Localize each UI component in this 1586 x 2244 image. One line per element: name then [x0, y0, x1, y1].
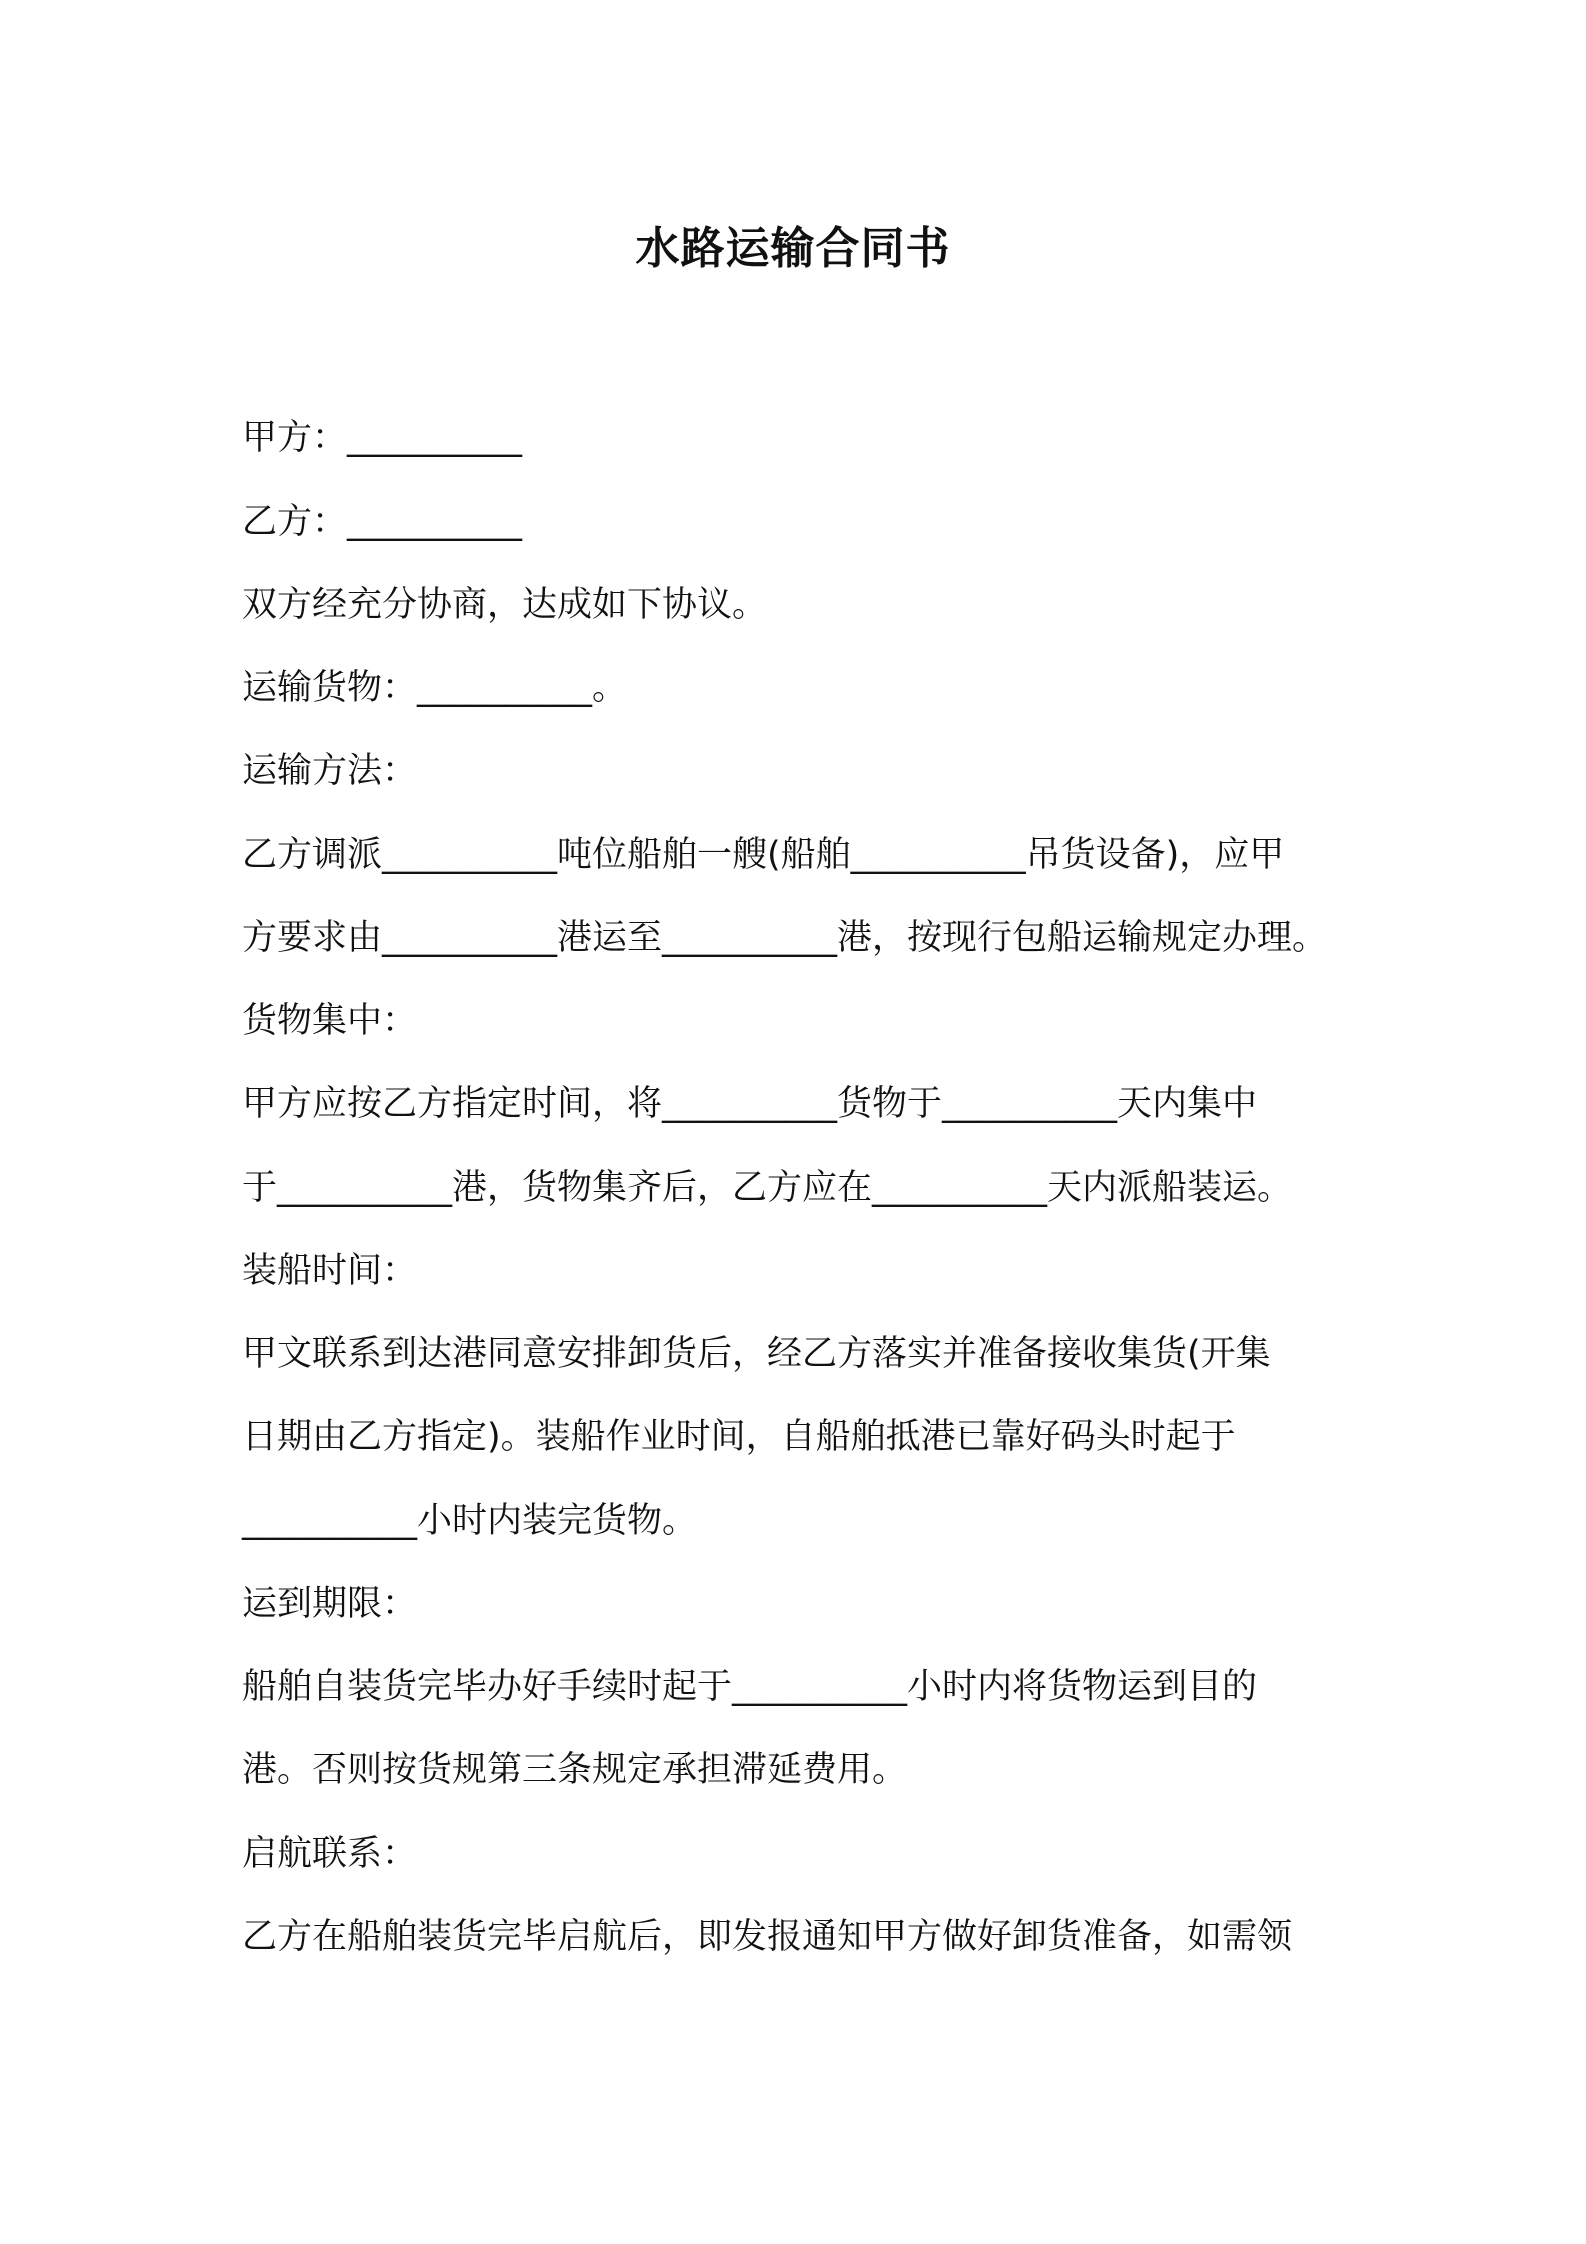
- section-heading-departure-contact: 启航联系：: [242, 1834, 418, 1874]
- party-b-line: 乙方：__________: [242, 502, 523, 542]
- document-title: 水路运输合同书: [635, 223, 951, 274]
- party-a-line: 甲方：__________: [242, 418, 523, 458]
- section-heading-cargo-collection: 货物集中：: [242, 1001, 418, 1041]
- paragraph-line: 船舶自装货完毕办好手续时起于__________小时内将货物运到目的: [242, 1667, 1258, 1707]
- agreement-intro: 双方经充分协商，达成如下协议。: [242, 585, 768, 625]
- paragraph-line: 甲方应按乙方指定时间，将__________货物于__________天内集中: [242, 1084, 1258, 1124]
- paragraph-line: 甲文联系到达港同意安排卸货后，经乙方落实并准备接收集货(开集: [242, 1334, 1271, 1374]
- paragraph-line: 港。否则按货规第三条规定承担滞延费用。: [242, 1750, 908, 1790]
- paragraph-line: 方要求由__________港运至__________港，按现行包船运输规定办理。: [242, 918, 1328, 958]
- paragraph-line: 乙方调派__________吨位船舶一艘(船舶__________吊货设备)，应甲: [242, 835, 1285, 875]
- paragraph-line: 乙方在船舶装货完毕启航后，即发报通知甲方做好卸货准备，如需领: [242, 1917, 1293, 1957]
- section-heading-loading-time: 装船时间：: [242, 1251, 418, 1291]
- cargo-line: 运输货物：__________。: [242, 668, 628, 708]
- section-heading-transport-method: 运输方法：: [242, 751, 418, 791]
- paragraph-line: __________小时内装完货物。: [242, 1501, 698, 1541]
- paragraph-line: 日期由乙方指定)。装船作业时间，自船舶抵港已靠好码头时起于: [242, 1417, 1236, 1457]
- section-heading-delivery-deadline: 运到期限：: [242, 1584, 418, 1624]
- paragraph-line: 于__________港，货物集齐后，乙方应在__________天内派船装运。: [242, 1168, 1293, 1208]
